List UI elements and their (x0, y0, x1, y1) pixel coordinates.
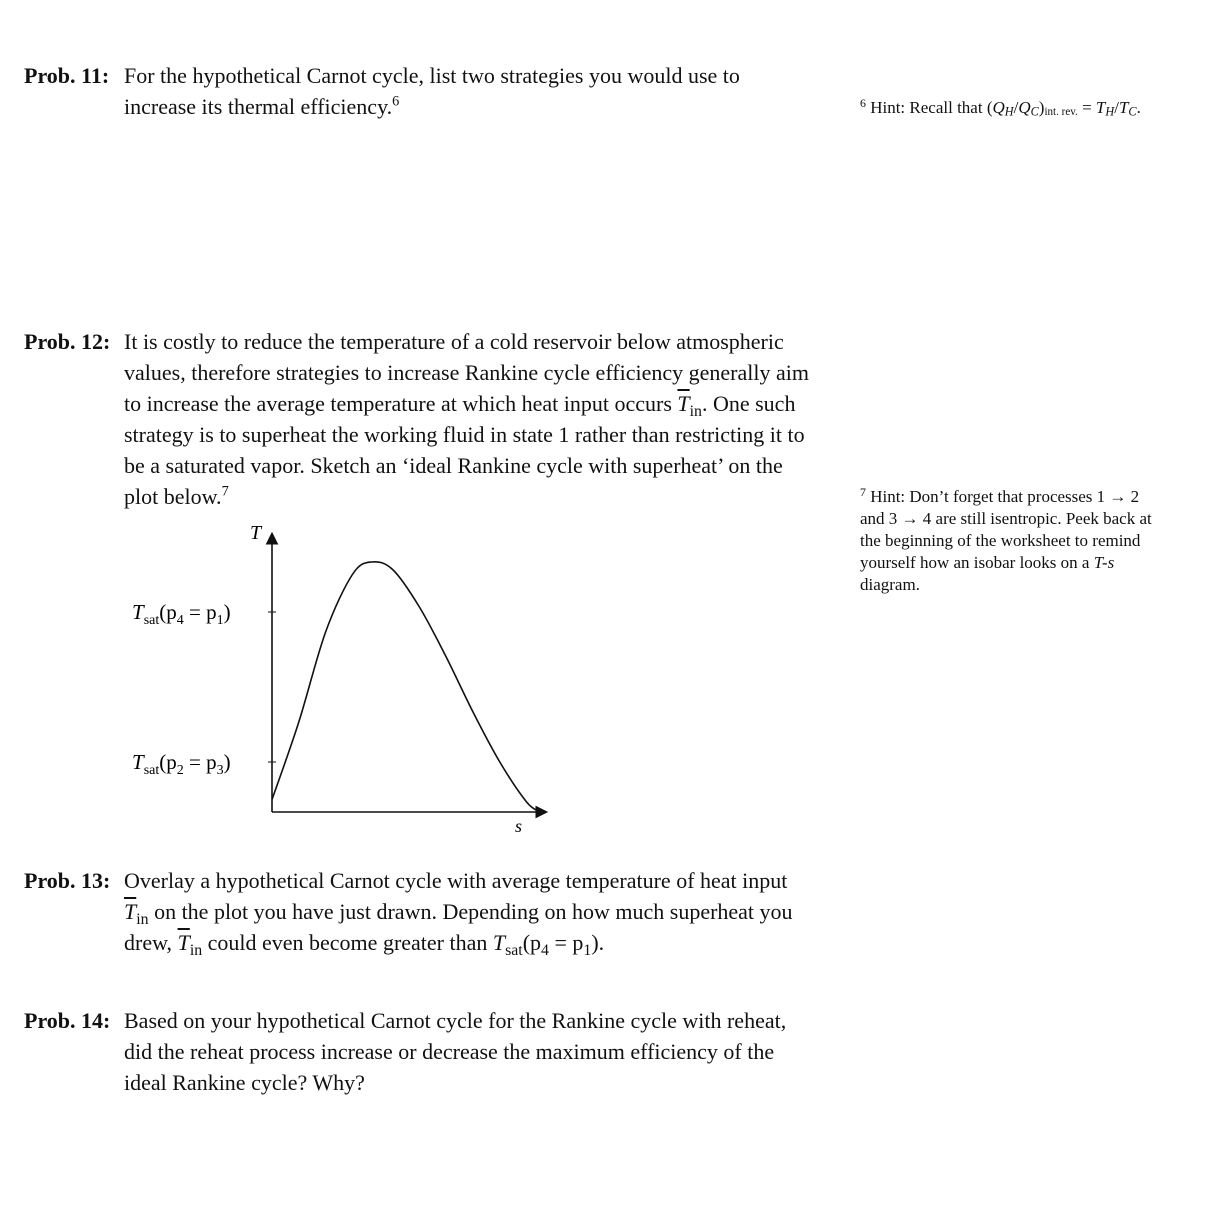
tick-eq: = p (183, 600, 217, 624)
problem-13 (24, 865, 814, 958)
slash: / (1114, 98, 1119, 117)
tick-sat: sat (143, 763, 160, 778)
tick-t: T (132, 600, 144, 624)
problem-label: Prob. 13: (24, 868, 111, 893)
equals: = (1077, 98, 1096, 117)
symbol-sub-h: H (1105, 104, 1115, 119)
problem-text (124, 60, 814, 122)
symbol-sub-in: in (136, 910, 149, 928)
symbol-t-bar: $\overline{T}$ (177, 930, 190, 955)
problem-label: Prob. 14: (24, 1008, 111, 1033)
margin-note-7 (860, 486, 1160, 596)
symbol-sub-in: in (689, 402, 702, 420)
problem-11 (24, 60, 814, 122)
problem-text (124, 1005, 814, 1098)
problem-label: Prob. 11: (24, 63, 110, 88)
problem-13-text-c: could even become greater than (202, 930, 493, 955)
y-tick-label-low (132, 750, 231, 778)
ts-label: T-s (1093, 553, 1115, 572)
note-mark: 7 (860, 485, 866, 500)
tick-sub-3: 3 (216, 763, 224, 778)
note-mark: 6 (860, 96, 866, 111)
problem-13-text-b: on the plot you have just drawn. Depending on how much superheat you drew, (124, 899, 793, 955)
note-7-text-a: Hint: Don’t forget that processes 1 → 2 and 3 → 4 are still isentropic. Peek back at the beginning of the worksheet to remind yourself how an isobar looks on a (860, 487, 1152, 572)
symbol-t: T (1118, 98, 1129, 117)
saturation-dome-curve (272, 562, 540, 812)
problem-text (124, 865, 814, 958)
footnote-mark: 6 (392, 93, 400, 110)
problem-13-text-a: Overlay a hypothetical Carnot cycle with average temperature of heat input (124, 868, 788, 893)
tick-sub-2: 2 (176, 763, 184, 778)
tick-close: ) (223, 750, 231, 774)
x-axis-label: s (515, 816, 523, 836)
problem-13-text-f: ). (591, 930, 605, 955)
tick-sub-4: 4 (176, 613, 184, 628)
symbol-sub-int-rev: int. rev. (1044, 106, 1078, 119)
tick-paren: (p (159, 600, 177, 624)
slash: / (1013, 98, 1019, 117)
symbol-q: Q (1018, 98, 1031, 117)
y-axis-label: T (250, 522, 262, 544)
problem-13-text-d: (p (522, 930, 542, 955)
problem-14 (24, 1005, 814, 1098)
symbol-t: T (1095, 98, 1106, 117)
problem-12 (24, 326, 814, 512)
note-6-text: Hint: Recall that ( (870, 98, 993, 117)
tick-sub-1: 1 (216, 613, 224, 628)
note-7-text-b: diagram. (860, 575, 920, 594)
footnote-mark: 7 (221, 483, 229, 500)
symbol-sub-in: in (189, 941, 203, 959)
symbol-sub-4: 4 (541, 941, 549, 959)
problem-text (124, 326, 814, 512)
symbol-t-bar: $\overline{T}$ (124, 899, 137, 924)
symbol-q: Q (992, 98, 1005, 117)
tick-paren: (p (159, 750, 177, 774)
problem-12-text-a: It is costly to reduce the temperature of a cold reservoir below atmospheric values, therefore strategies to increase Rankine cycle efficiency generally aim to increase the average temperature at which heat input occurs (124, 329, 809, 416)
problem-label: Prob. 12: (24, 329, 111, 354)
y-tick-label-high (132, 600, 231, 628)
ts-diagram (0, 515, 600, 845)
paren-close: ) (1038, 98, 1045, 117)
tick-sat: sat (143, 613, 160, 628)
problem-14-text: Based on your hypothetical Carnot cycle for the Rankine cycle with reheat, did the reheat process increase or decrease the maximum efficiency of the ideal Rankine cycle? Why? (124, 1008, 787, 1095)
tick-t: T (132, 750, 144, 774)
tick-eq: = p (183, 750, 217, 774)
symbol-t-bar: $\overline{T}$ (677, 391, 690, 416)
symbol-sub-h: H (1004, 104, 1014, 119)
problem-12-text-b: . One such strategy is to superheat the working fluid in state 1 rather than restricting it to be a saturated vapor. Sketch an ‘ideal Rankine cycle with superheat’ on the plot below. (124, 391, 805, 509)
period: . (1136, 98, 1141, 117)
symbol-sub-1: 1 (583, 941, 592, 959)
problem-11-text: For the hypothetical Carnot cycle, list two strategies you would use to increase its thermal efficiency. (124, 63, 740, 119)
symbol-t: T (492, 930, 506, 955)
symbol-sub-sat: sat (505, 941, 523, 959)
problem-13-text-e: = p (548, 930, 584, 955)
symbol-sub-c: C (1030, 104, 1039, 119)
tick-close: ) (223, 600, 231, 624)
symbol-sub-c: C (1128, 104, 1137, 119)
margin-note-6 (860, 97, 1160, 123)
